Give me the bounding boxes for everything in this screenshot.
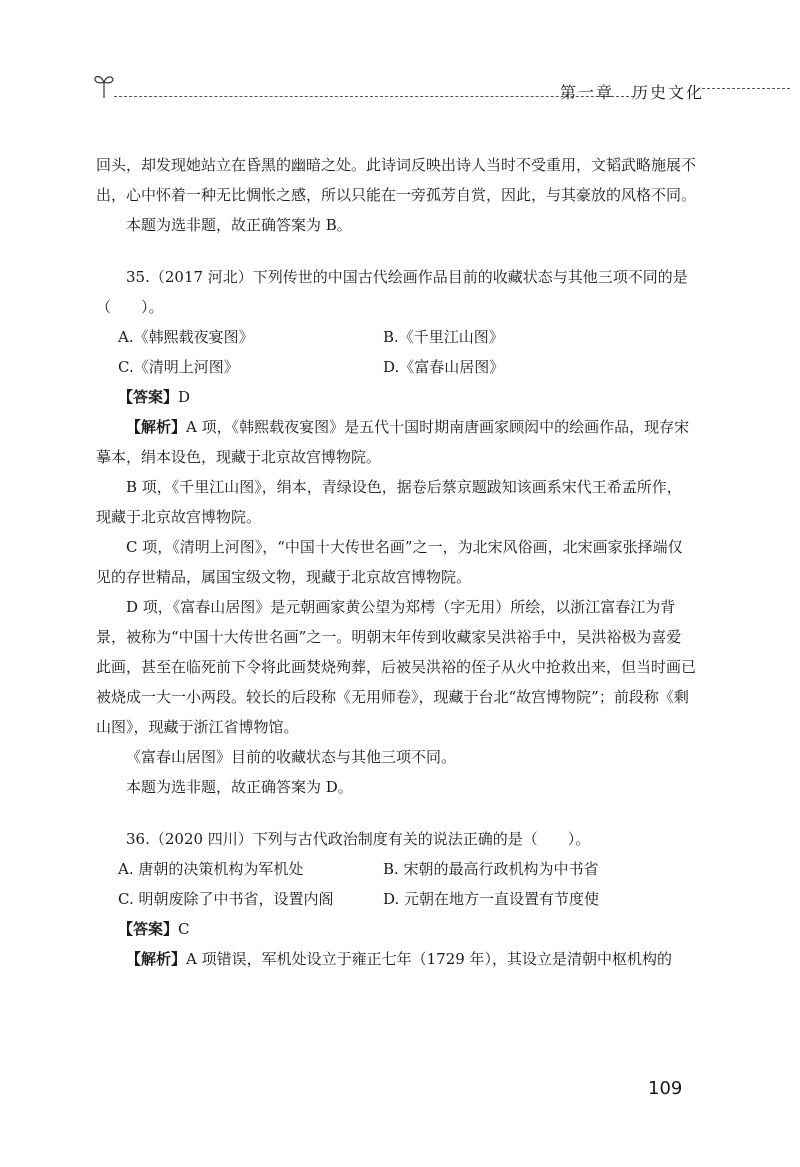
answer-line [96,914,696,944]
option-b: B. 宋朝的最高行政机构为中书省 [383,860,599,878]
answer-label: 【答案】 [118,920,179,938]
page-header [92,70,792,104]
question-35-options [96,322,696,382]
analysis-text: A 项错误，军机处设立于雍正七年（1729 年），其设立是清朝中枢机构的 [186,950,673,968]
analysis-summary: 《富春山居图》目前的收藏状态与其他三项不同。 [126,748,457,766]
option-b: B.《千里江山图》 [383,328,504,346]
option-c: C.《清明上河图》 [118,358,239,376]
answer-value: C [178,920,190,938]
sprout-icon [92,70,116,100]
question-36-options [96,854,696,914]
analysis-label: 【解析】 [126,950,187,968]
option-d: D.《富春山居图》 [383,358,505,376]
page-content [96,150,696,974]
question-35-conclusion: 本题为选非题，故正确答案为 D。 [126,778,353,796]
answer-line [96,382,696,412]
analysis-paragraph: C 项，《清明上河图》，“中国十大传世名画”之一，为北宋风俗画，北宋画家张择端仅见的存世精品，属国宝级文物，现藏于北京故宫博物院。 [96,538,683,586]
option-c: C. 明朝废除了中书省，设置内阁 [118,890,334,908]
analysis-paragraph: B 项，《千里江山图》，绢本，青绿设色，据卷后蔡京题跋知该画系宋代王希孟所作，现藏于北京故宫博物院。 [96,478,682,526]
answer-label: 【答案】 [118,388,179,406]
analysis-paragraph [96,944,696,974]
analysis-paragraph [96,412,696,472]
continuation-conclusion: 本题为选非题，故正确答案为 B。 [126,216,352,234]
header-rule-right [702,88,790,89]
analysis-label: 【解析】 [126,418,187,436]
header-rule-left [114,96,634,97]
option-a: A.《韩熙载夜宴图》 [118,328,254,346]
analysis-text: A 项，《韩熙载夜宴图》是五代十国时期南唐画家顾闳中的绘画作品，现存宋摹本，绢本设色，现藏于北京故宫博物院。 [96,418,690,466]
question-36-stem: 36.（2020 四川）下列与古代政治制度有关的说法正确的是（ ）。 [126,830,591,848]
question-35-stem: 35.（2017 河北）下列传世的中国古代绘画作品目前的收藏状态与其他三项不同的是（ ）。 [96,268,688,316]
option-d: D. 元朝在地方一直设置有节度使 [383,890,600,908]
continuation-paragraph: 回头，却发现她站立在昏黑的幽暗之处。此诗词反映出诗人当时不受重用，文韬武略施展不出，心中怀着一种无比惆怅之感，所以只能在一旁孤芳自赏，因此，与其豪放的风格不同。 [96,156,697,204]
option-a: A. 唐朝的决策机构为军机处 [118,860,304,878]
answer-value: D [178,388,191,406]
analysis-paragraph: D 项，《富春山居图》是元朝画家黄公望为郑樗（字无用）所绘，以浙江富春江为背景，被称为“中国十大传世名画”之一。明朝末年传到收藏家吴洪裕手中，吴洪裕极为喜爱此画，甚至在临死前下令将此画焚烧殉葬，后被吴洪裕的侄子从火中抢救出来，但当时画已被烧成一大一小两段。较长的后段称《无用师卷》，现藏于台北“故宫博物院”；前段称《剩山图》，现藏于浙江省博物馆。 [96,598,697,736]
page-number: 109 [648,1078,683,1099]
chapter-title: 第一章 历史文化 [560,83,705,102]
